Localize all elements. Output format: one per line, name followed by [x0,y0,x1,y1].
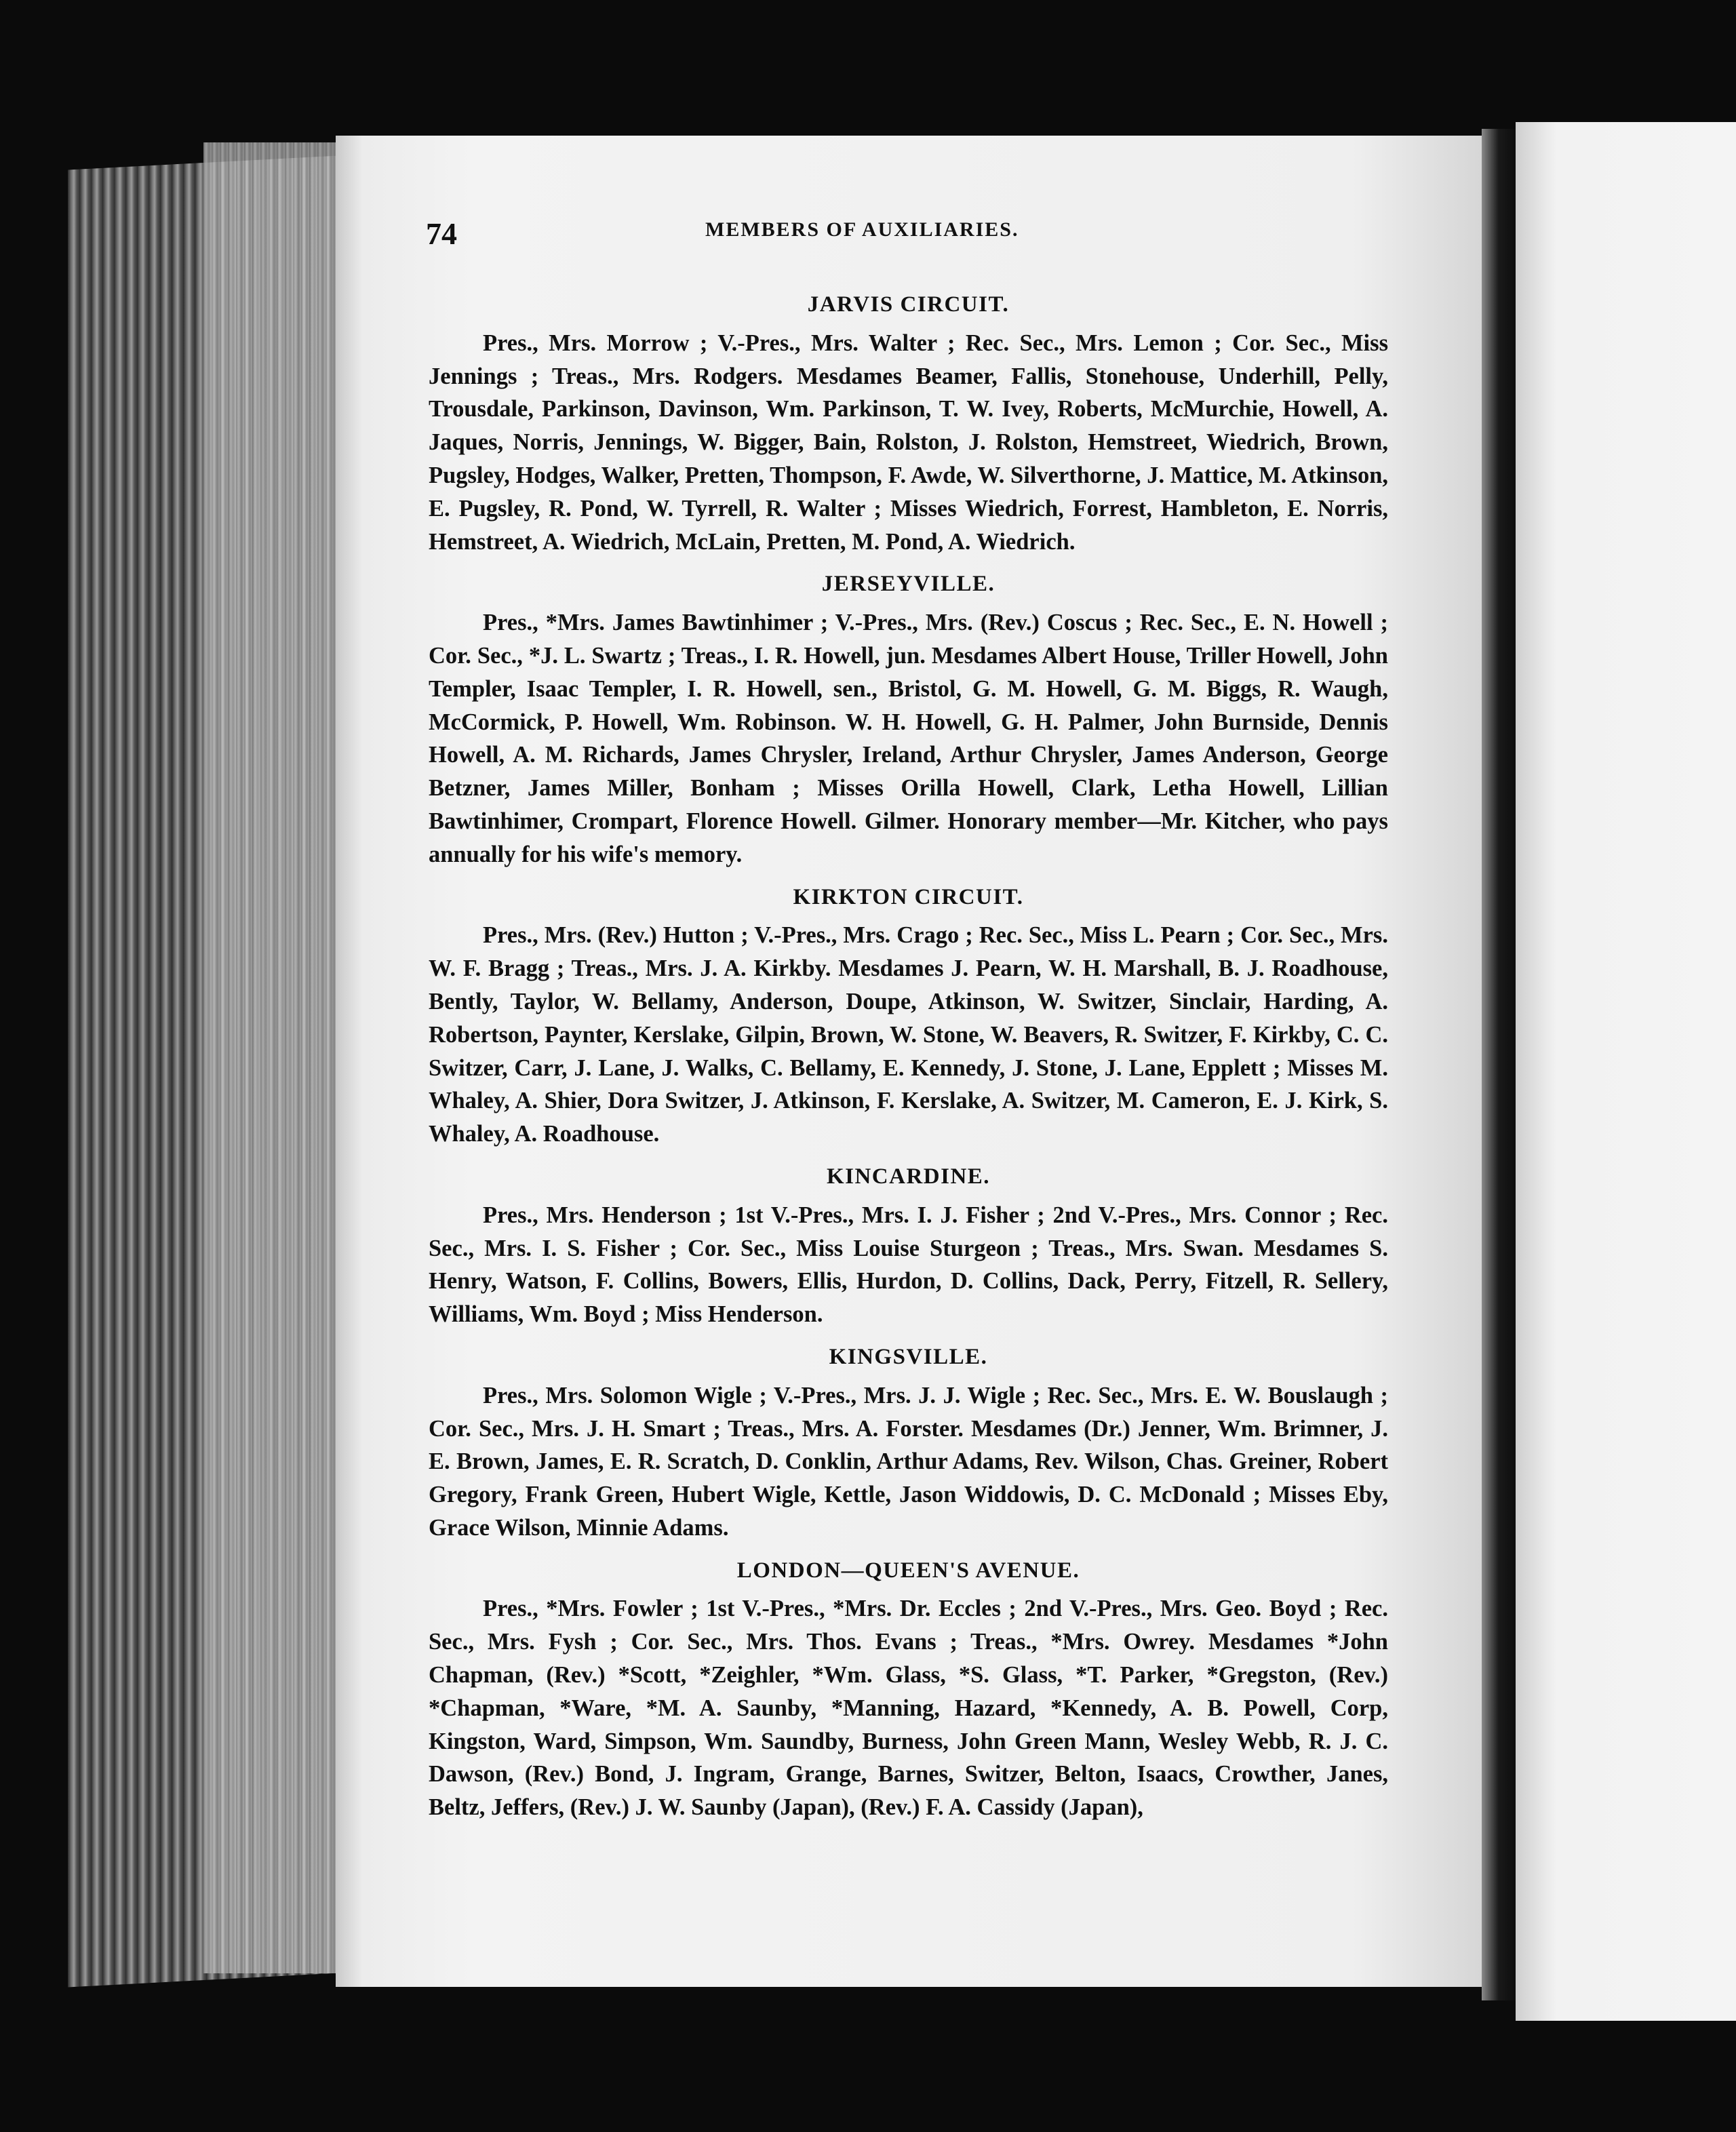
book-gutter [1482,129,1519,2000]
scan-mark [785,0,787,23]
section-heading: KINCARDINE. [826,1164,991,1189]
left-page-content [429,281,1388,1834]
section-heading: KINGSVILLE. [829,1344,988,1369]
section-heading: JERSEYVILLE. [821,572,995,597]
section-body: Pres., Mrs. Morrow ; V.-Pres., Mrs. Walter ; Rec. Sec., Mrs. Lemon ; Cor. Sec., Miss Jennings ; Treas., Mrs. Rodgers. Mesdames Beamer, Fallis, Stonehouse, Underhill, Pelly, Trousdale, Parkinson, Davinson, Wm. Parkinson, T. W. Ivey, Roberts, McMurchie, Howell, A. Jaques, Norris, Jennings, W. Bigger, Bain, Rolston, J. Rolston, Hemstreet, Wiedrich, Brown, Pugsley, Hodges, Walker, Pretten, Thompson, F. Awde, W. Silverthorne, J. Mattice, M. Atkinson, E. Pugsley, R. Pond, W. Tyrrell, R. Walter ; Misses Wiedrich, Forrest, Hambleton, E. Norris, Hemstreet, A. Wiedrich, McLain, Pretten, M. Pond, A. Wiedrich. [429,330,1388,555]
section-jerseyville [429,568,1388,871]
right-page [1516,122,1736,2021]
section-body: Pres., Mrs. (Rev.) Hutton ; V.-Pres., Mrs. Crago ; Rec. Sec., Miss L. Pearn ; Cor. Sec., Mrs. W. F. Bragg ; Treas., Mrs. J. A. Kirkby. Mesdames J. Pearn, W. H. Marshall, B. J. Roadhouse, Bently, Taylor, W. Bellamy, Anderson, Doupe, Atkinson, W. Switzer, Sinclair, Harding, A. Robertson, Paynter, Kerslake, Gilpin, Brown, W. Stone, W. Beavers, R. Switzer, F. Kirkby, C. C. Switzer, Carr, J. Lane, J. Walks, C. Bellamy, E. Kennedy, J. Stone, J. Lane, Epplett ; Misses M. Whaley, A. Shier, Dora Switzer, J. Atkinson, F. Kerslake, A. Switzer, M. Cameron, E. J. Kirk, S. Whaley, A. Roadhouse. [429,922,1388,1147]
section-kingsville [429,1341,1388,1545]
section-kincardine [429,1160,1388,1331]
section-heading: JARVIS CIRCUIT. [807,292,1010,317]
section-kirkton-circuit [429,881,1388,1151]
page-number: 74 [426,216,457,251]
section-jarvis-circuit [429,288,1388,558]
running-head: MEMBERS OF AUXILIARIES. [705,218,1019,241]
section-body: Pres., *Mrs. Fowler ; 1st V.-Pres., *Mrs. Dr. Eccles ; 2nd V.-Pres., Mrs. Geo. Boyd ; Rec. Sec., Mrs. Fysh ; Cor. Sec., Mrs. Thos. Evans ; Treas., *Mrs. Owrey. Mesdames *John Chapman, (Rev.) *Scott, *Zeighler, *Wm. Glass, *S. Glass, *T. Parker, *Gregston, (Rev.) *Chapman, *Ware, *M. A. Saunby, *Manning, Hazard, *Kennedy, A. B. Powell, Corp, Kingston, Ward, Simpson, Wm. Saundby, Burness, John Green Mann, Wesley Webb, R. J. C. Dawson, (Rev.) Bond, J. Ingram, Grange, Barnes, Switzer, Belton, Isaacs, Crowther, Janes, Beltz, Jeffers, (Rev.) J. W. Saunby (Japan), (Rev.) F. A. Cassidy (Japan), [429,1596,1388,1821]
section-body: Pres., *Mrs. James Bawtinhimer ; V.-Pres., Mrs. (Rev.) Coscus ; Rec. Sec., E. N. Howell ; Cor. Sec., *J. L. Swartz ; Treas., I. R. Howell, jun. Mesdames Albert House, Triller Howell, John Templer, Isaac Templer, I. R. Howell, sen., Bristol, G. M. Howell, G. M. Biggs, R. Waugh, McCormick, P. Howell, Wm. Robinson. W. H. Howell, G. H. Palmer, John Burnside, Dennis Howell, A. M. Richards, James Chrysler, Ireland, Arthur Chrysler, James Anderson, George Betzner, James Miller, Bonham ; Misses Orilla Howell, Clark, Letha Howell, Lillian Bawtinhimer, Crompart, Florence Howell. Gilmer. Honorary member—Mr. Kitcher, who pays annually for his wife's memory. [429,610,1388,867]
book-page-stack [203,142,339,1973]
section-body: Pres., Mrs. Solomon Wigle ; V.-Pres., Mrs. J. J. Wigle ; Rec. Sec., Mrs. E. W. Bouslaugh ; Cor. Sec., Mrs. J. H. Smart ; Treas., Mrs. A. Forster. Mesdames (Dr.) Jenner, Wm. Brimner, J. E. Brown, James, E. R. Scratch, D. Conklin, Arthur Adams, Rev. Wilson, Chas. Greiner, Robert Gregory, Frank Green, Hubert Wigle, Kettle, Jason Widdowis, D. C. McDonald ; Misses Eby, Grace Wilson, Minnie Adams. [429,1382,1388,1541]
section-body: Pres., Mrs. Henderson ; 1st V.-Pres., Mrs. I. J. Fisher ; 2nd V.-Pres., Mrs. Connor ; Rec. Sec., Mrs. I. S. Fisher ; Cor. Sec., Miss Louise Sturgeon ; Treas., Mrs. Swan. Mesdames S. Henry, Watson, F. Collins, Bowers, Ellis, Hurdon, D. Collins, Dack, Perry, Fitzell, R. Sellery, Williams, Wm. Boyd ; Miss Henderson. [429,1202,1388,1328]
section-heading: KIRKTON CIRCUIT. [793,884,1024,909]
section-london-queens-avenue [429,1554,1388,1824]
section-heading: LONDON—QUEEN'S AVENUE. [736,1558,1080,1583]
